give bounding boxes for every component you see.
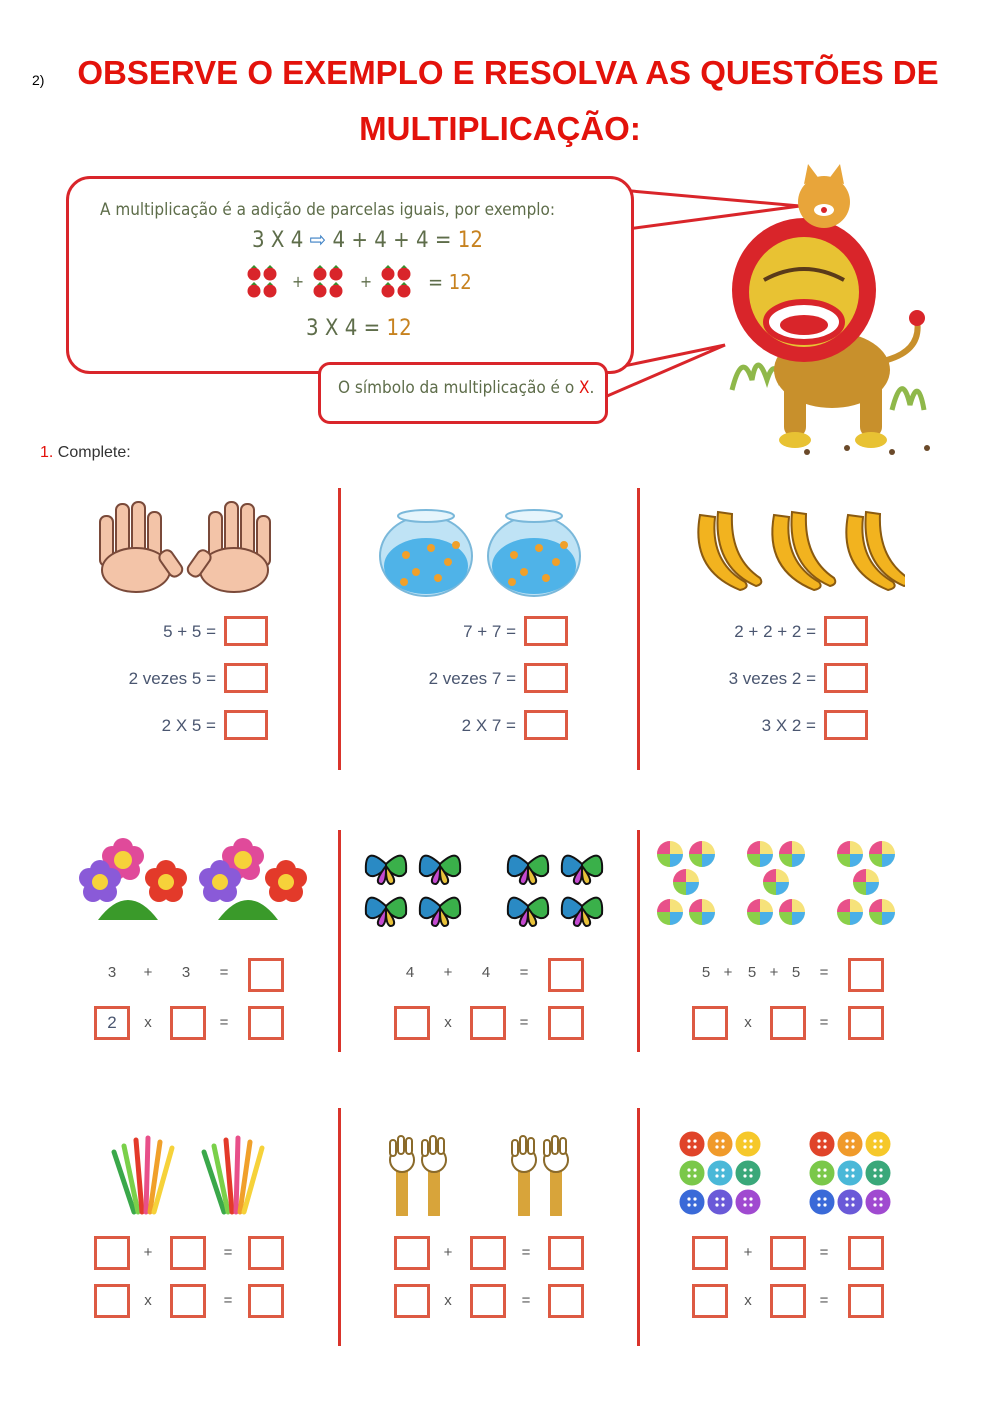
times-sign: x [444,1292,452,1309]
answer-box[interactable] [848,1236,884,1270]
equals-sign: = [521,1244,531,1261]
arrow-icon: ⇨ [309,228,327,253]
answer-box[interactable] [394,1284,430,1318]
eq-line: 7 + 7 = [463,622,516,641]
answer-box[interactable] [224,663,268,693]
plus-sign: + [143,964,153,981]
answer-box[interactable] [824,710,868,740]
eq-line: 2 vezes 5 = [128,669,216,688]
explanation-intro: A multiplicação é a adição de parcelas iguais, por exemplo: [100,200,556,220]
page-title-line-1: OBSERVE O EXEMPLO E RESOLVA AS QUESTÕES DE [77,54,939,91]
plus-sign: + [769,964,779,981]
answer-box[interactable] [470,1284,506,1318]
tomato-result: 12 [448,270,472,294]
example-result: 12 [457,228,483,253]
eq-line: 5 + 5 = [163,622,216,641]
answer-box[interactable] [548,1006,584,1040]
number: 5 [791,964,801,981]
equals-sign: = [428,270,444,294]
symbol-note [338,378,594,398]
answer-box[interactable] [524,616,568,646]
times-sign: x [144,1014,152,1031]
answer-box[interactable] [548,1236,584,1270]
plus-sign: + [143,1244,153,1261]
product-line [306,316,412,341]
answer-box[interactable] [824,663,868,693]
times-sign: x [144,1292,152,1309]
answer-box[interactable] [824,616,868,646]
equals-sign: = [519,964,529,981]
flowers-icon [78,830,313,932]
answer-box[interactable] [394,1236,430,1270]
answer-box[interactable] [692,1006,728,1040]
equals-sign: = [819,1014,829,1031]
period: . [589,378,595,398]
column-divider [637,830,640,1052]
hands-icon [90,500,280,600]
exercise-instruction: Complete: [57,444,131,461]
page-title-line-2: MULTIPLICAÇÃO: [359,110,641,147]
equals-sign: = [519,1014,529,1031]
gloves-icon [380,1132,590,1216]
answer-box[interactable] [848,1006,884,1040]
number: 3 [107,964,117,981]
equals-sign: = [819,1244,829,1261]
number: 4 [481,964,491,981]
equals-sign: = [819,964,829,981]
answer-box[interactable] [470,1236,506,1270]
answer-box[interactable] [470,1006,506,1040]
column-divider [637,1108,640,1346]
equals-sign: = [223,1292,233,1309]
answer-box[interactable] [848,1284,884,1318]
answer-box[interactable] [548,958,584,992]
fishbowls-icon [376,500,586,600]
answer-box[interactable] [248,958,284,992]
plus-sign-1: + [292,272,305,291]
plus-sign-2: + [360,272,373,291]
times-sign: x [744,1292,752,1309]
example-lhs: 3 X 4 [252,228,304,253]
tomato-equation [428,270,472,294]
answer-box[interactable] [770,1284,806,1318]
answer-box[interactable] [524,663,568,693]
symbol-note-text: O símbolo da multiplicação é o [338,378,575,398]
balls-icon [652,838,907,934]
tomato-group-2 [314,265,343,298]
lion-and-cat-illustration [712,160,952,460]
eq-line: 3 X 2 = [761,716,816,735]
exercise-number: 1. [40,444,54,461]
column-divider [637,488,640,770]
equals-sign: = [521,1292,531,1309]
pencils-icon [108,1132,288,1216]
answer-box[interactable] [224,616,268,646]
answer-box[interactable] [94,1284,130,1318]
times-sign: x [444,1014,452,1031]
answer-box[interactable] [248,1284,284,1318]
answer-box[interactable] [248,1236,284,1270]
answer-box[interactable] [524,710,568,740]
answer-box[interactable] [248,1006,284,1040]
answer-box[interactable] [692,1236,728,1270]
eq-line: 2 X 7 = [461,716,516,735]
column-divider [338,488,341,770]
given-factor-box: 2 [94,1006,130,1040]
column-divider [338,1108,341,1346]
answer-box[interactable] [94,1236,130,1270]
plus-sign: + [743,1244,753,1261]
equals-sign: = [819,1292,829,1309]
question-number: 2) [32,72,45,88]
equals-sign: = [219,964,229,981]
answer-box[interactable] [848,958,884,992]
example-sum: 4 + 4 + 4 = [332,228,452,253]
product-result: 12 [386,316,412,341]
number: 4 [405,964,415,981]
answer-box[interactable] [770,1236,806,1270]
plus-sign: + [723,964,733,981]
number: 3 [181,964,191,981]
answer-box[interactable] [548,1284,584,1318]
butterflies-icon [362,842,617,932]
times-sign: x [744,1014,752,1031]
column-divider [338,830,341,1052]
buttons-icon [676,1128,898,1222]
eq-line: 3 vezes 2 = [728,669,816,688]
eq-line: 2 X 5 = [161,716,216,735]
plus-sign: + [443,964,453,981]
eq-line: 2 + 2 + 2 = [734,622,816,641]
equals-sign: = [219,1014,229,1031]
plus-sign: + [443,1244,453,1261]
answer-box[interactable] [170,1236,206,1270]
bananas-icon [690,500,905,595]
answer-box[interactable] [770,1006,806,1040]
answer-box[interactable] [394,1006,430,1040]
example-line-1 [252,228,483,253]
number: 5 [747,964,757,981]
product-lhs: 3 X 4 = [306,316,381,341]
answer-box[interactable] [170,1006,206,1040]
tomato-group-1 [248,265,277,298]
exercise-label [40,444,131,462]
multiplication-symbol: X [579,378,590,398]
answer-box[interactable] [692,1284,728,1318]
equals-sign: = [223,1244,233,1261]
answer-box[interactable] [224,710,268,740]
tomato-group-3 [382,265,411,298]
eq-line: 2 vezes 7 = [428,669,516,688]
number: 5 [701,964,711,981]
answer-box[interactable] [170,1284,206,1318]
